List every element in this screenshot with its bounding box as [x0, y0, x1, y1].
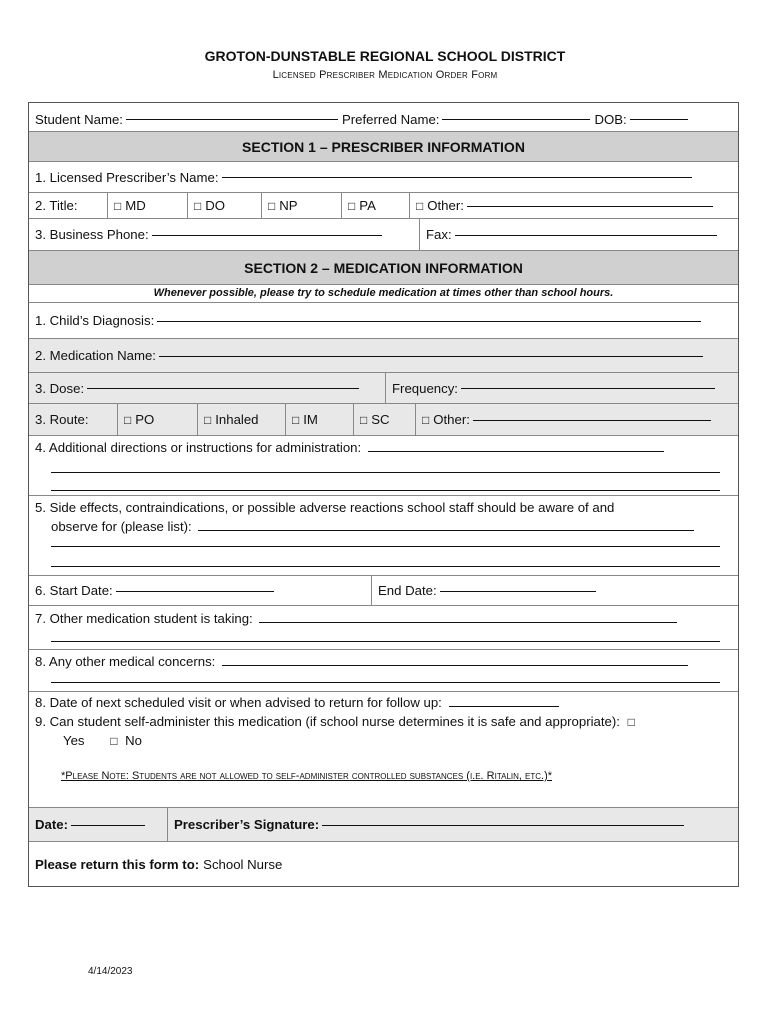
- medication-name-label: 2. Medication Name:: [35, 348, 156, 363]
- section2-header: SECTION 2 – MEDICATION INFORMATION: [29, 251, 738, 285]
- business-phone-label: 3. Business Phone:: [35, 227, 149, 242]
- checkbox-icon: □: [416, 198, 424, 213]
- additional-directions-line[interactable]: [51, 490, 720, 491]
- dob-field[interactable]: [630, 118, 688, 120]
- title-option-md[interactable]: □ MD: [107, 193, 187, 218]
- medication-name-row: [29, 339, 738, 373]
- signature-row: [29, 808, 738, 842]
- preferred-name-label: Preferred Name:: [341, 111, 440, 127]
- phone-row: [29, 219, 738, 251]
- return-value: School Nurse: [203, 856, 283, 872]
- section2-subtitle: Whenever possible, please try to schedule medication at times other than school hours.: [29, 285, 738, 303]
- title-option-pa[interactable]: □ PA: [341, 193, 409, 218]
- checkbox-icon[interactable]: □: [627, 715, 635, 729]
- route-option-po[interactable]: □ PO: [117, 404, 197, 435]
- medical-concerns-field[interactable]: [222, 664, 688, 666]
- followup-row: [29, 692, 738, 808]
- controlled-substances-note: *Please Note: Students are not allowed to self-administer controlled substances (i.e. Ritalin, etc.)*: [61, 770, 553, 782]
- diagnosis-row: [29, 303, 738, 339]
- next-visit-label: 8. Date of next scheduled visit or when advised to return for follow up:: [35, 695, 442, 710]
- medical-concerns-row: [29, 650, 738, 692]
- checkbox-icon: □: [292, 412, 300, 427]
- dob-label: DOB:: [594, 111, 627, 127]
- side-effects-field[interactable]: [198, 529, 694, 531]
- route-option-inhaled[interactable]: □ Inhaled: [197, 404, 285, 435]
- checkbox-icon: □: [204, 412, 212, 427]
- dose-label: 3. Dose:: [35, 380, 85, 396]
- checkbox-icon: □: [422, 412, 430, 427]
- medical-concerns-label: 8. Any other medical concerns:: [35, 654, 216, 669]
- side-effects-line[interactable]: [51, 566, 720, 567]
- district-title: GROTON-DUNSTABLE REGIONAL SCHOOL DISTRICT: [204, 48, 566, 64]
- end-date-field[interactable]: [440, 590, 596, 592]
- additional-directions-field[interactable]: [368, 450, 664, 452]
- route-option-sc[interactable]: □ SC: [353, 404, 415, 435]
- student-name-label: Student Name:: [35, 111, 123, 127]
- route-option-other[interactable]: □ Other:: [415, 404, 740, 435]
- medication-order-form: [28, 102, 739, 887]
- route-label: 3. Route:: [35, 412, 89, 427]
- dates-row: [29, 576, 738, 606]
- title-row: [29, 193, 738, 219]
- other-medication-label: 7. Other medication student is taking:: [35, 611, 253, 626]
- date-label: Date:: [35, 817, 68, 832]
- medication-name-field[interactable]: [159, 355, 703, 357]
- route-row: [29, 404, 738, 436]
- medical-concerns-line[interactable]: [51, 682, 720, 683]
- fax-label: Fax:: [426, 227, 452, 242]
- route-option-im[interactable]: □ IM: [285, 404, 353, 435]
- route-other-field[interactable]: [473, 419, 711, 421]
- start-date-field[interactable]: [116, 590, 274, 592]
- self-administer-yes[interactable]: Yes: [63, 733, 85, 748]
- section1-header: SECTION 1 – PRESCRIBER INFORMATION: [29, 132, 738, 162]
- frequency-label: Frequency:: [392, 380, 458, 396]
- prescriber-name-field[interactable]: [222, 176, 692, 178]
- checkbox-icon: □: [114, 198, 122, 213]
- other-medication-field[interactable]: [259, 621, 677, 623]
- additional-directions-line[interactable]: [51, 472, 720, 473]
- dose-row: [29, 373, 738, 404]
- checkbox-icon: □: [348, 198, 356, 213]
- prescriber-name-label: 1. Licensed Prescriber’s Name:: [35, 169, 219, 185]
- title-other-field[interactable]: [467, 205, 713, 207]
- start-date-label: 6. Start Date:: [35, 583, 113, 598]
- date-field[interactable]: [71, 824, 145, 826]
- preferred-name-field[interactable]: [442, 118, 590, 120]
- self-administer-no[interactable]: No: [125, 733, 142, 748]
- form-title: Licensed Prescriber Medication Order Form: [272, 69, 498, 81]
- title-option-other[interactable]: □ Other:: [409, 193, 740, 218]
- return-label: Please return this form to:: [35, 856, 200, 872]
- checkbox-icon: □: [268, 198, 276, 213]
- checkbox-icon: □: [124, 412, 132, 427]
- title-label: 2. Title:: [35, 198, 78, 213]
- diagnosis-label: 1. Child’s Diagnosis:: [35, 313, 155, 328]
- checkbox-icon: □: [194, 198, 202, 213]
- footer-date: 4/14/2023: [88, 966, 133, 977]
- frequency-field[interactable]: [461, 387, 715, 389]
- other-medication-line[interactable]: [51, 641, 720, 642]
- return-row: [29, 842, 738, 886]
- fax-field[interactable]: [455, 234, 717, 236]
- checkbox-icon[interactable]: □: [110, 734, 118, 748]
- additional-directions-row: [29, 436, 738, 496]
- self-administer-label: 9. Can student self-administer this medication (if school nurse determines it is safe and appropriate):: [35, 714, 620, 729]
- other-medication-row: [29, 606, 738, 650]
- signature-label: Prescriber’s Signature:: [174, 817, 320, 832]
- dose-field[interactable]: [87, 387, 359, 389]
- side-effects-label-cont: observe for (please list):: [51, 519, 192, 534]
- additional-directions-label: 4. Additional directions or instructions for administration:: [35, 440, 362, 455]
- title-option-do[interactable]: □ DO: [187, 193, 261, 218]
- diagnosis-field[interactable]: [157, 320, 701, 322]
- checkbox-icon: □: [360, 412, 368, 427]
- signature-field[interactable]: [322, 824, 684, 826]
- business-phone-field[interactable]: [152, 234, 382, 236]
- prescriber-name-row: [29, 162, 738, 193]
- end-date-label: End Date:: [378, 583, 437, 598]
- title-option-np[interactable]: □ NP: [261, 193, 341, 218]
- side-effects-row: [29, 496, 738, 576]
- side-effects-line[interactable]: [51, 546, 720, 547]
- next-visit-field[interactable]: [449, 705, 559, 707]
- side-effects-label: 5. Side effects, contraindications, or possible adverse reactions school staff should be aware of and: [35, 500, 615, 515]
- student-row: [29, 103, 738, 132]
- student-name-field[interactable]: [126, 118, 338, 120]
